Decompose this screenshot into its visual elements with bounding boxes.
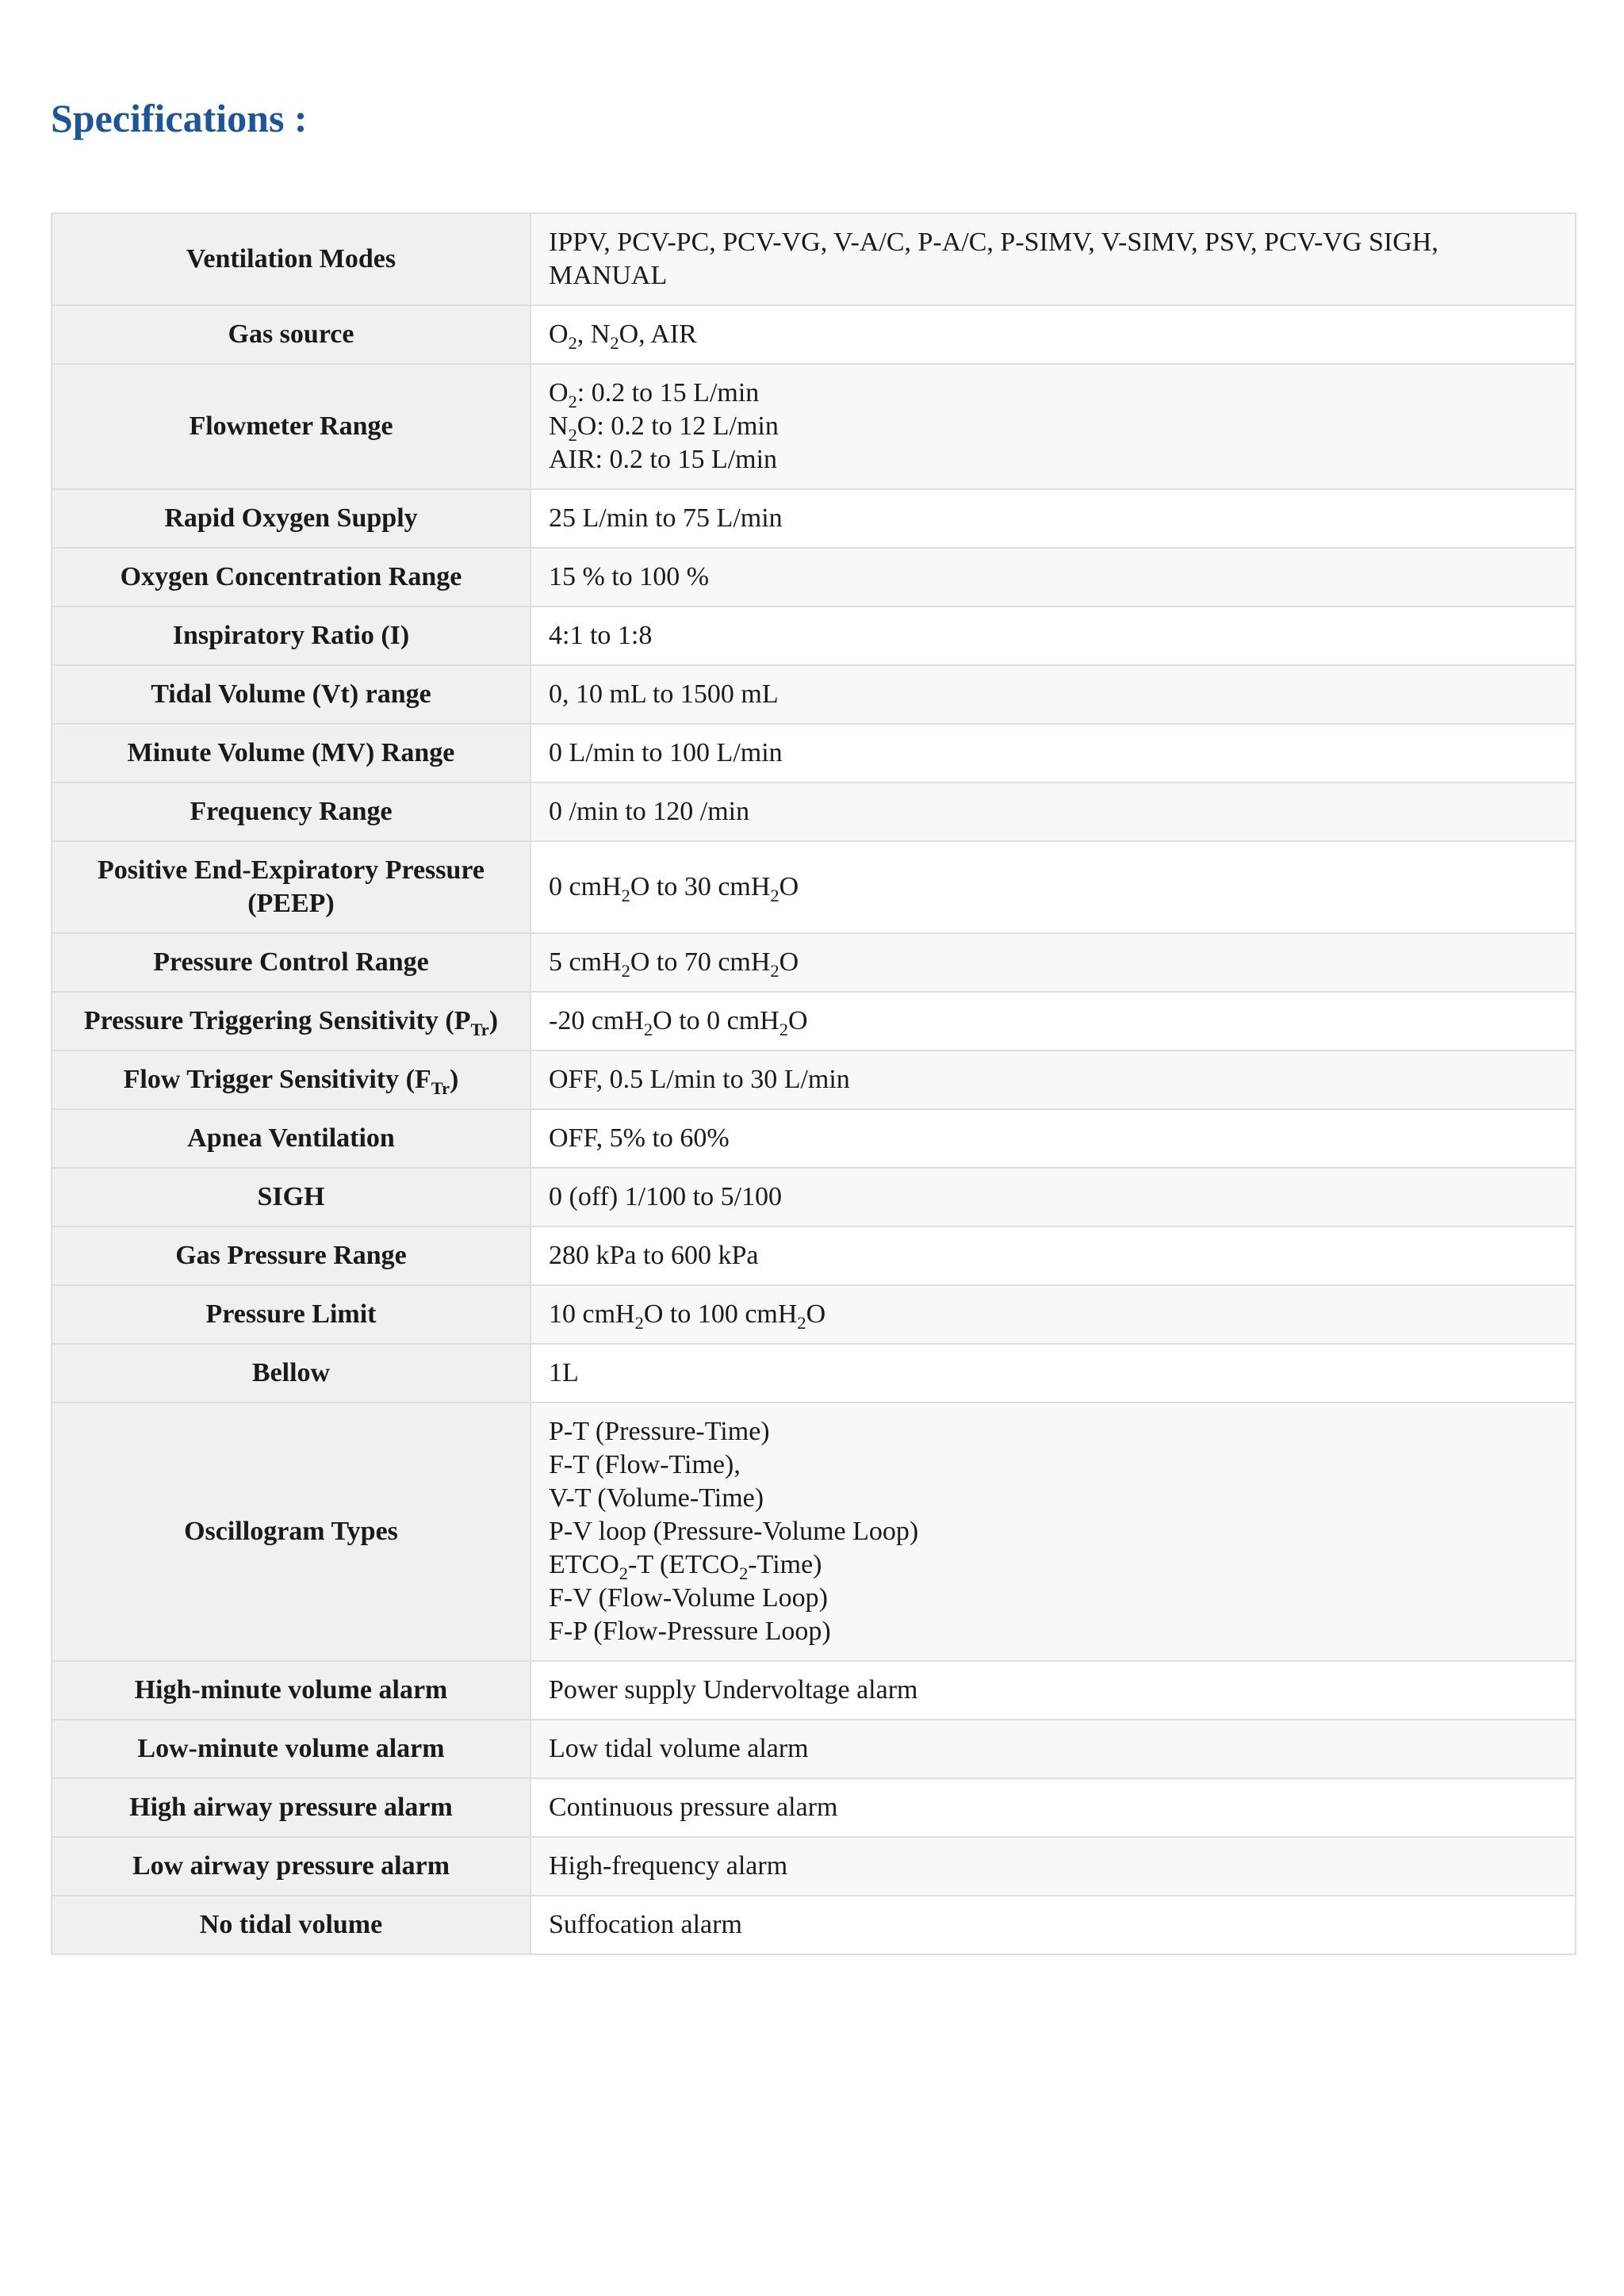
spec-value-line: 10 cmH$_2$O to 100 cmH$_2$O — [549, 1299, 826, 1333]
spec-label-line: Flowmeter Range — [189, 411, 393, 441]
spec-value — [530, 933, 1576, 992]
subscript: 2 — [739, 1563, 749, 1583]
spec-value-line: 5 cmH$_2$O to 70 cmH$_2$O — [549, 947, 799, 981]
spec-label-line: Inspiratory Ratio (I) — [172, 621, 410, 650]
spec-label — [52, 724, 530, 783]
spec-value-line: 0, 10 mL to 1500 mL — [549, 679, 779, 709]
spec-value-line: Power supply Undervoltage alarm — [549, 1675, 918, 1705]
spec-label-line: SIGH — [257, 1182, 325, 1211]
subscript: 2 — [610, 332, 619, 353]
spec-value-line: IPPV, PCV-PC, PCV-VG, V-A/C, P-A/C, P-SIMV, V-SIMV, PSV, PCV-VG SIGH, MANUAL — [549, 228, 1438, 290]
spec-value-line: F-P (Flow-Pressure Loop) — [549, 1617, 831, 1646]
spec-value-line: -20 cmH$_2$O to 0 cmH$_2$O — [549, 1006, 808, 1039]
table-row — [52, 1109, 1576, 1168]
spec-value — [530, 1896, 1576, 1954]
spec-value-line: Suffocation alarm — [549, 1910, 742, 1939]
spec-label — [52, 1837, 530, 1896]
specifications-table — [51, 212, 1576, 1955]
subscript: 2 — [619, 1563, 628, 1583]
table-row — [52, 1778, 1576, 1837]
spec-value — [530, 841, 1576, 933]
spec-value — [530, 1050, 1576, 1109]
spec-value-line: P-V loop (Pressure-Volume Loop) — [549, 1517, 919, 1546]
spec-label-line: No tidal volume — [199, 1910, 383, 1939]
subscript: 2 — [568, 332, 577, 353]
spec-label — [52, 213, 530, 305]
spec-value-line: 1L — [549, 1358, 579, 1387]
spec-value-line: $O_2$: 0.2 to 15 L/min — [549, 378, 760, 411]
spec-value-line: 0 /min to 120 /min — [549, 797, 750, 826]
table-row — [52, 1402, 1576, 1661]
table-row — [52, 1661, 1576, 1720]
spec-value-line: Low tidal volume alarm — [549, 1734, 809, 1763]
spec-value — [530, 1168, 1576, 1226]
table-row — [52, 992, 1576, 1050]
table-row — [52, 364, 1576, 489]
table-row — [52, 1896, 1576, 1954]
spec-label — [52, 548, 530, 607]
spec-value — [530, 1402, 1576, 1661]
table-row — [52, 665, 1576, 724]
spec-value — [530, 548, 1576, 607]
subscript: 2 — [779, 1019, 788, 1039]
subscript: 2 — [621, 960, 630, 981]
subscript: Tr — [470, 1019, 489, 1039]
spec-value-line: F-V (Flow-Volume Loop) — [549, 1583, 828, 1613]
spec-value — [530, 1661, 1576, 1720]
subscript: 2 — [643, 1019, 653, 1039]
table-row — [52, 724, 1576, 783]
spec-label-line: Pressure Triggering Sensitivity $(P_{Tr})$ — [83, 1006, 499, 1039]
spec-label-line: High airway pressure alarm — [129, 1793, 453, 1822]
spec-value-line: 4:1 to 1:8 — [549, 621, 653, 650]
spec-label — [52, 933, 530, 992]
spec-value-line: $ETCO_2-T$ $(ETCO_2-Time)$ — [549, 1550, 822, 1583]
spec-value — [530, 1226, 1576, 1285]
subscript: 2 — [621, 885, 630, 905]
spec-label — [52, 1720, 530, 1778]
subscript: 2 — [568, 391, 577, 411]
spec-value-line: 0 L/min to 100 L/min — [549, 738, 783, 767]
spec-label — [52, 665, 530, 724]
spec-label — [52, 992, 530, 1050]
subscript: Tr — [431, 1077, 450, 1098]
subscript: 2 — [770, 885, 779, 905]
spec-label-line: Pressure Limit — [205, 1299, 377, 1329]
table-row — [52, 783, 1576, 841]
table-row — [52, 1344, 1576, 1402]
table-row — [52, 1720, 1576, 1778]
spec-label — [52, 607, 530, 665]
spec-value-line: P-T (Pressure-Time) — [549, 1417, 770, 1446]
spec-label — [52, 305, 530, 364]
spec-label — [52, 1226, 530, 1285]
spec-value-line: 0 (off) 1/100 to 5/100 — [549, 1182, 783, 1211]
spec-value — [530, 992, 1576, 1050]
spec-label — [52, 841, 530, 933]
spec-label-line: Gas source — [228, 320, 354, 349]
spec-value — [530, 724, 1576, 783]
table-row — [52, 1226, 1576, 1285]
spec-value-line: 15 % to 100 % — [549, 562, 710, 591]
spec-value — [530, 213, 1576, 305]
page-title: Specifications : — [51, 96, 308, 140]
spec-label — [52, 1168, 530, 1226]
table-row — [52, 933, 1576, 992]
spec-label-line: High-minute volume alarm — [134, 1675, 448, 1705]
spec-value — [530, 1344, 1576, 1402]
spec-label-line: Bellow — [251, 1358, 331, 1387]
spec-label — [52, 1402, 530, 1661]
table-row — [52, 841, 1576, 933]
spec-value-line: 280 kPa to 600 kPa — [549, 1241, 759, 1270]
spec-label — [52, 1896, 530, 1954]
spec-label — [52, 1109, 530, 1168]
spec-label — [52, 489, 530, 548]
spec-value — [530, 364, 1576, 489]
spec-value — [530, 489, 1576, 548]
spec-label-line: Low airway pressure alarm — [132, 1851, 450, 1881]
spec-label-line: Flow Trigger Sensitivity $(F_{Tr})$ — [123, 1065, 459, 1098]
subscript: 2 — [797, 1312, 806, 1333]
spec-label-line: Positive End-Expiratory Pressure — [98, 855, 485, 885]
subscript: 2 — [634, 1312, 644, 1333]
table-row — [52, 1050, 1576, 1109]
spec-value — [530, 1778, 1576, 1837]
table-row — [52, 548, 1576, 607]
spec-label — [52, 783, 530, 841]
spec-label-line: Ventilation Modes — [186, 244, 396, 274]
specifications-table-body — [52, 213, 1576, 1954]
spec-value-line: F-T (Flow-Time), — [549, 1450, 741, 1479]
spec-value-line: 25 L/min to 75 L/min — [549, 503, 783, 533]
subscript: 2 — [770, 960, 779, 981]
spec-label-line: Rapid Oxygen Supply — [164, 503, 418, 533]
spec-label — [52, 364, 530, 489]
spec-value-line: OFF, 0.5 L/min to 30 L/min — [549, 1065, 850, 1094]
spec-value-line: High-frequency alarm — [549, 1851, 788, 1881]
table-row — [52, 1285, 1576, 1344]
spec-value — [530, 607, 1576, 665]
spec-label-line: Apnea Ventilation — [187, 1123, 395, 1153]
spec-value — [530, 305, 1576, 364]
spec-value-line: V-T (Volume-Time) — [549, 1483, 764, 1513]
spec-label-line: Tidal Volume (Vt) range — [151, 679, 431, 709]
spec-value-line: AIR: 0.2 to 15 L/min — [549, 445, 778, 474]
spec-label — [52, 1285, 530, 1344]
spec-label-line: Pressure Control Range — [153, 947, 429, 977]
spec-label-line: Low-minute volume alarm — [137, 1734, 445, 1763]
spec-value — [530, 783, 1576, 841]
table-row — [52, 213, 1576, 305]
spec-value — [530, 1109, 1576, 1168]
spec-label — [52, 1344, 530, 1402]
spec-value — [530, 1837, 1576, 1896]
spec-label-line: (PEEP) — [247, 889, 335, 918]
spec-label-line: Oscillogram Types — [184, 1517, 398, 1546]
spec-value — [530, 1720, 1576, 1778]
spec-label-line: Oxygen Concentration Range — [120, 562, 462, 591]
spec-label-line: Frequency Range — [190, 797, 393, 826]
spec-label-line: Gas Pressure Range — [175, 1241, 407, 1270]
table-row — [52, 607, 1576, 665]
spec-label-line: Minute Volume (MV) Range — [127, 738, 455, 767]
subscript: 2 — [568, 424, 577, 445]
spec-value-line: $N_2O$: 0.2 to 12 L/min — [549, 411, 779, 445]
table-row — [52, 1837, 1576, 1896]
spec-value-line: 0 cmH$_2$O to 30 cmH$_2$O — [549, 872, 799, 905]
spec-label — [52, 1050, 530, 1109]
spec-value-line: OFF, 5% to 60% — [549, 1123, 730, 1153]
table-row — [52, 1168, 1576, 1226]
spec-value — [530, 1285, 1576, 1344]
spec-value — [530, 665, 1576, 724]
table-row — [52, 489, 1576, 548]
spec-value-line: Continuous pressure alarm — [549, 1793, 838, 1822]
table-row — [52, 305, 1576, 364]
spec-label — [52, 1778, 530, 1837]
spec-label — [52, 1661, 530, 1720]
spec-value-line: $O_2$, $N_2O$, AIR — [549, 320, 697, 353]
